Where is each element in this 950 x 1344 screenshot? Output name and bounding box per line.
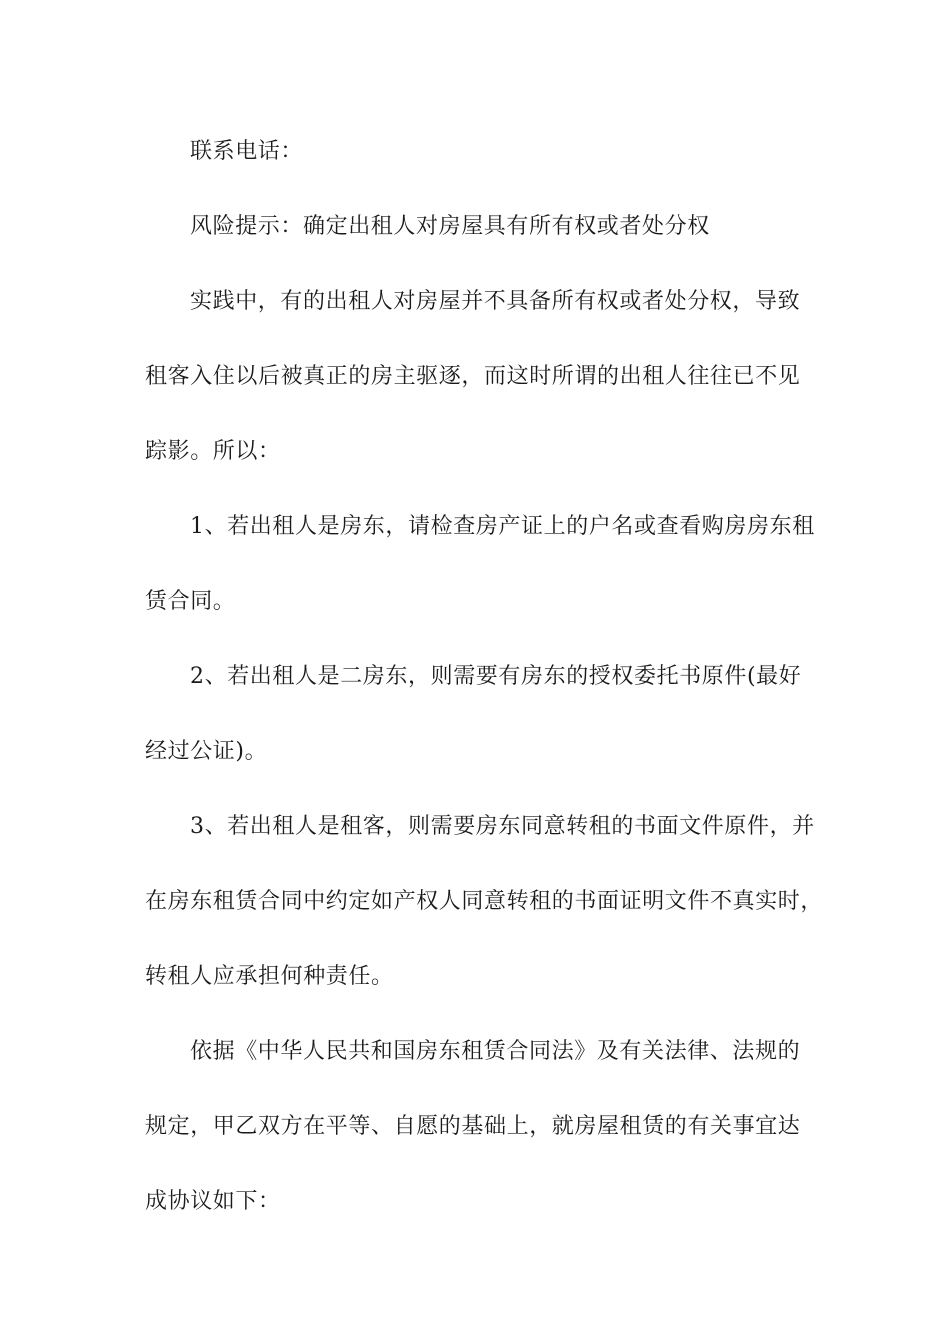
agreement-paragraph-line: 规定，甲乙双方在平等、自愿的基础上，就房屋租赁的有关事宜达 xyxy=(145,1114,801,1139)
list-item-2-line: 经过公证)。 xyxy=(145,739,268,764)
list-item-3-line: 转租人应承担何种责任。 xyxy=(145,964,394,989)
paragraph-line: 踪影。所以： xyxy=(145,439,281,464)
agreement-paragraph-line: 依据《中华人民共和国房东租赁合同法》及有关法律、法规的 xyxy=(190,1039,801,1064)
list-item-1-line: 1、若出租人是房东，请检查房产证上的户名或查看购房房东租 xyxy=(190,514,815,539)
list-item-3-line: 3、若出租人是租客，则需要房东同意转租的书面文件原件，并 xyxy=(190,814,815,839)
agreement-paragraph-line: 成协议如下： xyxy=(145,1189,281,1214)
risk-notice-heading: 风险提示：确定出租人对房屋具有所有权或者处分权 xyxy=(190,214,710,239)
list-item-2-line: 2、若出租人是二房东，则需要有房东的授权委托书原件(最好 xyxy=(190,664,802,689)
paragraph-line: 租客入住以后被真正的房主驱逐，而这时所谓的出租人往往已不见 xyxy=(145,364,801,389)
paragraph-line: 实践中，有的出租人对房屋并不具备所有权或者处分权，导致 xyxy=(190,289,801,314)
contact-phone-line: 联系电话： xyxy=(190,139,304,164)
list-item-3-line: 在房东租赁合同中约定如产权人同意转租的书面证明文件不真实时， xyxy=(145,889,824,914)
list-item-1-line: 赁合同。 xyxy=(145,589,236,614)
